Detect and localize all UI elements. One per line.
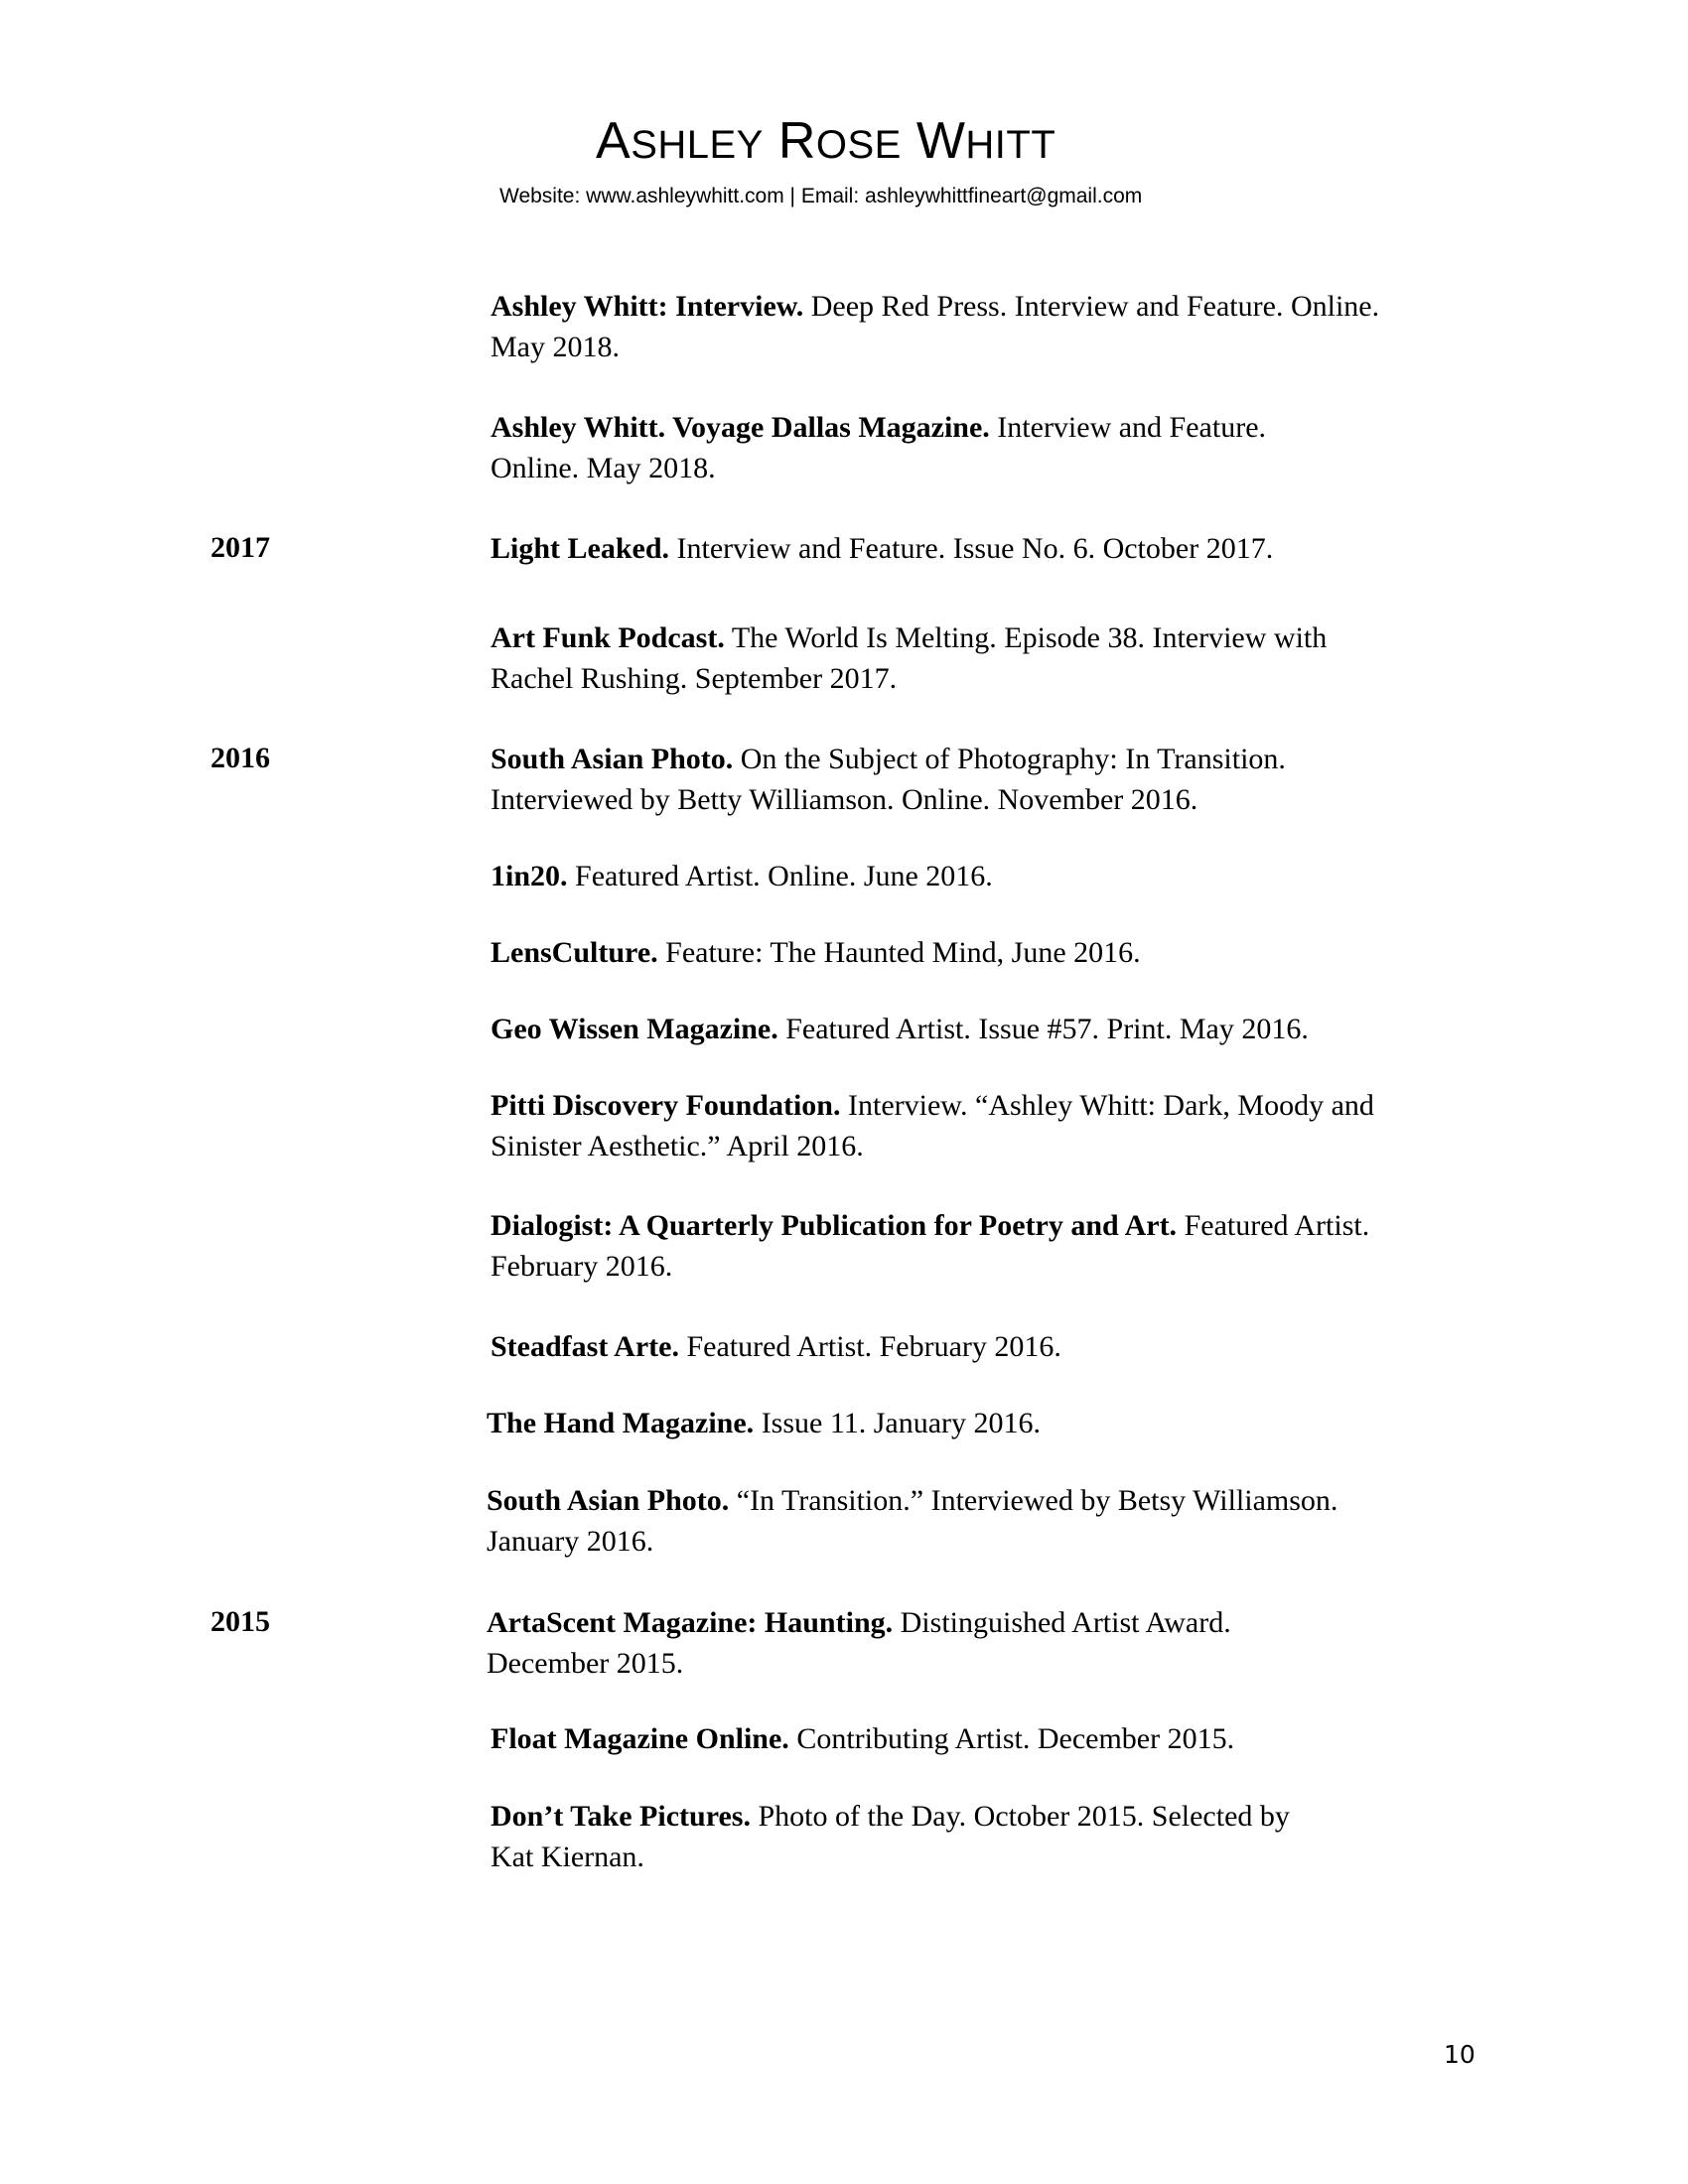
entry-text: “In Transition.” Interviewed by Betsy Williamson. <box>736 1484 1338 1517</box>
entry-title: Ashley Whitt: Interview. <box>491 290 804 323</box>
press-entry <box>491 528 1493 569</box>
press-entry <box>491 1205 1493 1287</box>
entry-title: Steadfast Arte. <box>491 1330 679 1363</box>
entry-title: Geo Wissen Magazine. <box>491 1013 778 1045</box>
year-label: 2016 <box>211 742 270 774</box>
entry-text: Featured Artist. Online. June 2016. <box>575 860 993 892</box>
entry-title: Art Funk Podcast. <box>491 621 725 654</box>
entry-title: South Asian Photo. <box>487 1484 730 1517</box>
entry-title: Dialogist: A Quarterly Publication for Poetry and Art. <box>491 1209 1178 1242</box>
press-entry <box>491 1085 1493 1166</box>
title-initial: W <box>915 112 966 170</box>
entry-text: Featured Artist. February 2016. <box>686 1330 1061 1363</box>
entry-title: Ashley Whitt. Voyage Dallas Magazine. <box>491 411 990 444</box>
entry-title: The Hand Magazine. <box>487 1407 755 1439</box>
entry-title: South Asian Photo. <box>491 743 734 775</box>
press-entry <box>491 1718 1493 1759</box>
document-title <box>596 111 1055 175</box>
title-rest: SHLEY <box>631 123 764 167</box>
entry-text: Interview and Feature. <box>997 411 1267 444</box>
press-entry <box>491 1009 1493 1049</box>
entry-text: Interview and Feature. Issue No. 6. October 2017. <box>676 532 1274 565</box>
entry-title: 1in20. <box>491 860 568 892</box>
entry-text: Distinguished Artist Award. <box>900 1606 1231 1639</box>
entry-text: Feature: The Haunted Mind, June 2016. <box>665 936 1141 969</box>
entry-title: Light Leaked. <box>491 532 670 565</box>
entry-text: Interview. “Ashley Whitt: Dark, Moody and <box>848 1089 1374 1122</box>
press-entry <box>487 1602 1489 1684</box>
entry-text: February 2016. <box>491 1250 673 1283</box>
press-entry <box>491 407 1493 488</box>
press-entry <box>491 286 1493 367</box>
press-entry <box>491 1326 1493 1367</box>
title-rest: HITT <box>965 123 1056 167</box>
entry-text: Interviewed by Betty Williamson. Online. November 2016. <box>491 783 1198 816</box>
entry-text: Photo of the Day. October 2015. Selected by <box>758 1800 1290 1833</box>
entry-text: Featured Artist. <box>1184 1209 1370 1242</box>
contact-line: Website: www.ashleywhitt.com | Email: ashleywhittfineart@gmail.com <box>499 185 1143 207</box>
entry-text: Rachel Rushing. September 2017. <box>491 662 898 695</box>
press-entry <box>487 1403 1489 1443</box>
year-label: 2017 <box>211 531 270 564</box>
press-entry <box>491 932 1493 973</box>
press-entry <box>487 1480 1489 1562</box>
title-rest: OSE <box>815 123 902 167</box>
press-entry <box>491 739 1493 820</box>
entry-title: LensCulture. <box>491 936 658 969</box>
entry-text: January 2016. <box>487 1525 654 1558</box>
entry-title: Pitti Discovery Foundation. <box>491 1089 841 1122</box>
page-number: 10 <box>1444 2040 1476 2069</box>
press-entry <box>491 1796 1493 1877</box>
entry-text: The World Is Melting. Episode 38. Interview with <box>731 621 1328 654</box>
entry-text: Kat Kiernan. <box>491 1841 644 1873</box>
entry-text: Sinister Aesthetic.” April 2016. <box>491 1130 864 1162</box>
entry-text: On the Subject of Photography: In Transition. <box>740 743 1286 775</box>
entry-text: Deep Red Press. Interview and Feature. Online. <box>810 290 1380 323</box>
entry-text: Issue 11. January 2016. <box>761 1407 1042 1439</box>
entry-text: Online. May 2018. <box>491 452 716 484</box>
entry-text: Featured Artist. Issue #57. Print. May 2016. <box>785 1013 1309 1045</box>
entry-text: December 2015. <box>487 1647 684 1680</box>
year-label: 2015 <box>211 1605 270 1638</box>
title-initial: A <box>596 112 632 170</box>
entry-text: May 2018. <box>491 331 620 363</box>
entry-text: Contributing Artist. December 2015. <box>796 1722 1235 1755</box>
title-initial: R <box>777 112 816 170</box>
entry-title: ArtaScent Magazine: Haunting. <box>487 1606 894 1639</box>
entry-title: Float Magazine Online. <box>491 1722 789 1755</box>
press-entry <box>491 856 1493 896</box>
entry-title: Don’t Take Pictures. <box>491 1800 751 1833</box>
press-entry <box>491 617 1493 699</box>
